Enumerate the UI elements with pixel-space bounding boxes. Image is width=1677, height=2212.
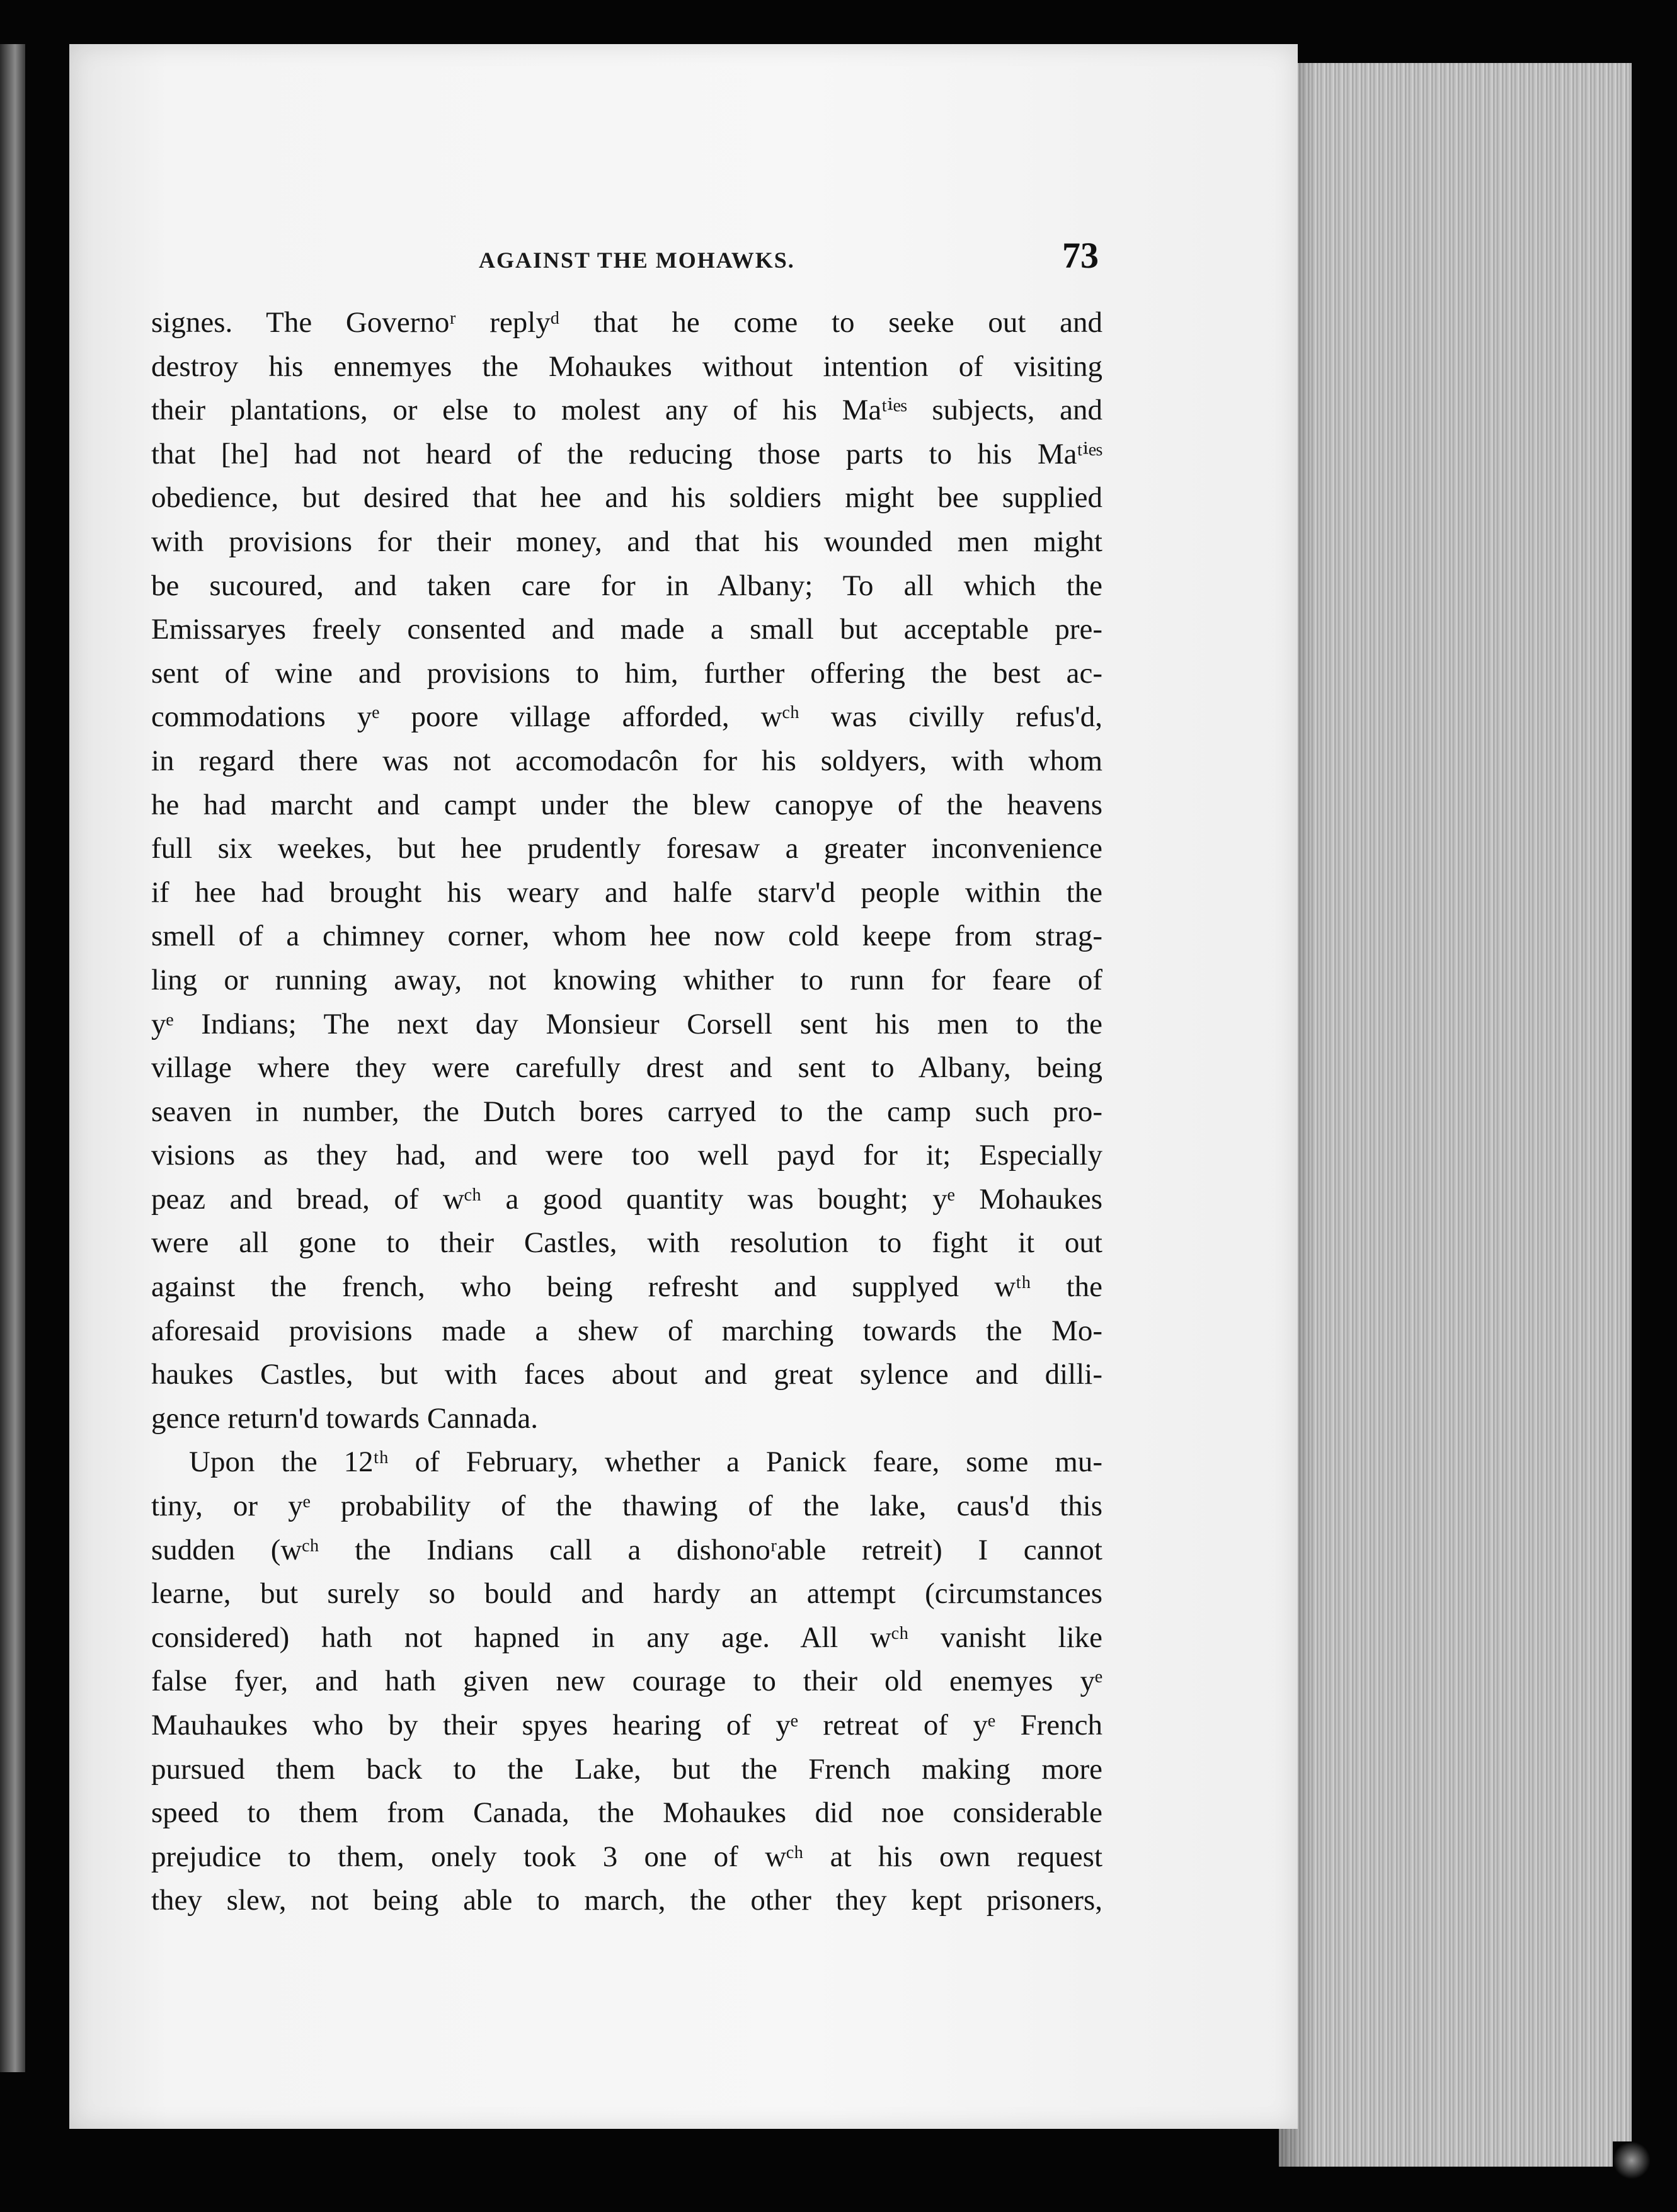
text-line: Mauhaukes who by their spyes hearing of yᵉ retreat of yᵉ French [151, 1709, 1102, 1742]
text-line: ling or running away, not knowing whither to runn for feare of [151, 963, 1102, 996]
text-line: obedience, but desired that hee and his soldiers might bee supplied [151, 481, 1102, 515]
text-line: speed to them from Canada, the Mohaukes did noe considerable [151, 1796, 1102, 1830]
page-block-edges [1279, 63, 1632, 2167]
body-text [151, 301, 1102, 1923]
text-line: commodations yᵉ poore village afforded, wᶜʰ was civilly refus'd, [151, 700, 1102, 734]
running-head: AGAINST THE MOHAWKS. [479, 248, 795, 273]
facing-page-edge [0, 44, 25, 2072]
text-line: yᵉ Indians; The next day Monsieur Corsell sent his men to the [151, 1007, 1102, 1040]
text-line: be sucoured, and taken care for in Albany; To all which the [151, 569, 1102, 602]
text-line: false fyer, and hath given new courage to their old enemyes yᵉ [151, 1665, 1102, 1698]
text-line: visions as they had, and were too well payd for it; Especially [151, 1139, 1102, 1172]
text-line: sent of wine and provisions to him, further offering the best ac- [151, 656, 1102, 690]
text-line: haukes Castles, but with faces about and great sylence and dilli- [151, 1358, 1102, 1391]
text-line: sudden (wᶜʰ the Indians call a dishonoʳable retreit) I cannot [151, 1533, 1102, 1566]
page-number: 73 [1062, 235, 1099, 276]
text-line: prejudice to them, onely took 3 one of wᶜʰ at his own request [151, 1840, 1102, 1873]
text-line: against the french, who being refresht and supplyed wᵗʰ the [151, 1270, 1102, 1304]
text-line: pursued them back to the Lake, but the French making more [151, 1752, 1102, 1786]
scan-artifact [1613, 2141, 1651, 2179]
text-line: their plantations, or else to molest any of his Maᵗⁱᵉˢ subjects, and [151, 394, 1102, 427]
text-line: with provisions for their money, and that his wounded men might [151, 525, 1102, 558]
text-line: he had marcht and campt under the blew canopye of the heavens [151, 788, 1102, 821]
text-line: tiny, or yᵉ probability of the thawing of the lake, caus'd this [151, 1490, 1102, 1523]
paragraph-start-line: Upon the 12ᵗʰ of February, whether a Panick feare, some mu- [189, 1445, 1102, 1479]
text-line: signes. The Governoʳ replyᵈ that he come to seeke out and [151, 306, 1102, 339]
text-line: seaven in number, the Dutch bores carryed to the camp such pro- [151, 1095, 1102, 1128]
text-line: considered) hath not hapned in any age. All wᶜʰ vanisht like [151, 1621, 1102, 1654]
text-line: gence return'd towards Cannada. [151, 1401, 539, 1435]
text-line: aforesaid provisions made a shew of marching towards the Mo- [151, 1314, 1102, 1347]
text-line: peaz and bread, of wᶜʰ a good quantity was bought; yᵉ Mohaukes [151, 1182, 1102, 1216]
text-line: destroy his ennemyes the Mohaukes without intention of visiting [151, 350, 1102, 383]
text-line: learne, but surely so bould and hardy an attempt (circumstances [151, 1577, 1102, 1611]
text-line: full six weekes, but hee prudently foresaw a greater inconvenience [151, 832, 1102, 865]
text-line: smell of a chimney corner, whom hee now cold keepe from strag- [151, 920, 1102, 953]
text-line: they slew, not being able to march, the other they kept prisoners, [151, 1884, 1102, 1917]
text-line: village where they were carefully drest and sent to Albany, being [151, 1051, 1102, 1085]
text-line: that [he] had not heard of the reducing those parts to his Maᵗⁱᵉˢ [151, 437, 1102, 470]
text-line: in regard there was not accomodacôn for his soldyers, with whom [151, 744, 1102, 777]
text-line: were all gone to their Castles, with resolution to fight it out [151, 1226, 1102, 1260]
text-line: if hee had brought his weary and halfe starv'd people within the [151, 875, 1102, 909]
text-line: Emissaryes freely consented and made a small but acceptable pre- [151, 613, 1102, 646]
